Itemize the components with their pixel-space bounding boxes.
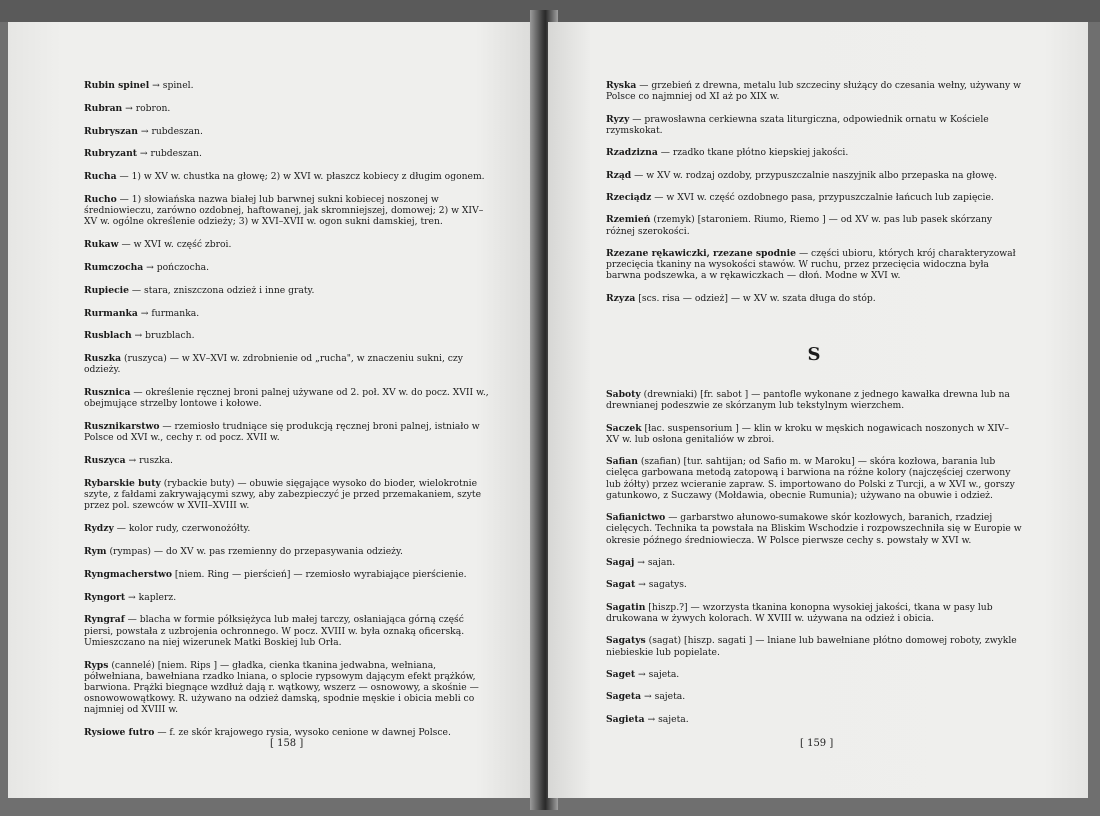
entry-headword: Sageta — [606, 691, 642, 703]
entry-headword: Rybarskie buty — [84, 477, 161, 489]
entry-headword: Sagat — [606, 579, 636, 591]
dictionary-entry — [84, 239, 494, 250]
entry-definition: — 1) w XV w. chustka na głowę; 2) w XVI w. płaszcz kobiecy z długim ogonem. — [116, 171, 485, 183]
dictionary-entry — [606, 170, 1022, 181]
entry-definition: → rubdeszan. — [137, 148, 202, 160]
dictionary-entry — [84, 330, 494, 341]
left-column — [84, 80, 494, 750]
entry-definition: — stara, zniszczona odzież i inne graty. — [129, 284, 315, 296]
dictionary-entry — [606, 114, 1022, 136]
dictionary-entry — [84, 80, 494, 91]
entry-definition: → sajeta. — [635, 668, 680, 680]
right-page — [548, 22, 1088, 798]
entry-definition: (rympas) — do XV w. pas rzemienny do przepasywania odzieży. — [106, 545, 403, 557]
entry-headword: Ruszka — [84, 353, 122, 365]
entry-definition: (rybackie buty) — obuwie sięgające wysoko do bioder, wielokrotnie szyte, z fałdami zakrywającymi szwy, aby zabezpieczyć je przed przemakaniem, szyte przez pol. szewców w XVII–XVIII w. — [84, 477, 482, 512]
entry-definition: (rzemyk) [staroniem. Riumo, Riemo ] — od XV w. pas lub pasek skórzany różnej szerokości. — [606, 214, 993, 237]
entry-definition: — w XVI w. część zbroi. — [118, 239, 232, 251]
dictionary-entry — [606, 602, 1022, 624]
dictionary-entry — [606, 423, 1022, 445]
entry-definition: [hiszp.?] — wzorzysta tkanina konopna wysokiej jakości, tkana w pasy lub drukowana w żywych kolorach. W XVIII w. używana na odzież i obicia. — [606, 601, 993, 624]
dictionary-entry — [84, 262, 494, 273]
page-number-left: [ 158 ] — [270, 738, 304, 749]
entry-headword: Rucha — [84, 171, 117, 183]
dictionary-entry — [606, 147, 1022, 158]
entry-headword: Safian — [606, 456, 638, 468]
entry-definition: (ruszyca) — w XV–XVI w. zdrobnienie od „rucha", w znaczeniu sukni, czy odzieży. — [84, 353, 463, 376]
entries-s-group — [606, 389, 1022, 725]
entry-definition: → robron. — [122, 102, 171, 114]
entry-headword: Sagieta — [606, 713, 645, 725]
entry-headword: Rupiecie — [84, 284, 130, 296]
dictionary-entry — [606, 557, 1022, 568]
entry-headword: Rzezane rękawiczki, rzezane spodnie — [606, 247, 797, 259]
entry-headword: Saboty — [606, 388, 641, 400]
entry-definition: — w XVI w. część ozdobnego pasa, przypuszczalnie łańcuch lub zapięcie. — [651, 191, 994, 203]
entry-definition: (cannelé) [niem. Rips ] — gładka, cienka tkanina jedwabna, wełniana, półwełniana, bawełniana rzadko lniana, o splocie rypsowym dającym efekt prążków, barwiona. Prążki biegnące wzdłuż dają r. wątkowy, wszerz — osnowowy, a skośnie — osnowowowątkowy. R. używano na odzież damską, spodnie męskie i obicia mebli co najmniej od XVIII w. — [84, 659, 479, 716]
entry-headword: Rubran — [84, 102, 123, 114]
dictionary-entry — [84, 103, 494, 114]
dictionary-entry — [84, 285, 494, 296]
page-number-right: [ 159 ] — [800, 738, 834, 749]
dictionary-entry — [606, 456, 1022, 501]
entry-definition: — 1) słowiańska nazwa białej lub barwnej sukni kobiecej noszonej w średniowieczu, zarówno ozdobnej, haftowanej, jak skromniejszej, domowej; 2) w XIV–XV w. ogólne określenie odzieży; 3) w XVI–XVII w. ogon sukni damskiej, tren. — [84, 193, 484, 228]
entry-definition: [łac. suspensorium ] — klin w kroku w męskich nogawicach noszonych w XIV–XV w. lub osłona genitaliów w zbroi. — [606, 422, 1010, 445]
entry-headword: Ryngraf — [84, 614, 125, 626]
entry-headword: Rubryzant — [84, 148, 138, 160]
entry-definition: — rzemiosło trudniące się produkcją ręcznej broni palnej, istniało w Polsce od XVI w., cechy r. od pocz. XVII w. — [84, 421, 480, 444]
dictionary-entry — [606, 635, 1022, 657]
dictionary-entry — [84, 660, 494, 716]
entry-headword: Rzyza — [606, 292, 636, 304]
entry-headword: Rusblach — [84, 330, 132, 342]
dictionary-entry — [606, 714, 1022, 725]
dictionary-entry — [84, 171, 494, 182]
entry-headword: Rukaw — [84, 239, 119, 251]
entry-headword: Rydzy — [84, 523, 114, 535]
entry-headword: Ruszyca — [84, 455, 126, 467]
dictionary-entry — [84, 387, 494, 409]
entry-definition: — f. ze skór krajowego rysia, wysoko cenione w dawnej Polsce. — [154, 727, 451, 739]
dictionary-entry — [84, 569, 494, 580]
entry-headword: Rząd — [606, 169, 632, 181]
entry-headword: Safianictwo — [606, 512, 666, 524]
entry-definition: → furmanka. — [137, 307, 200, 319]
dictionary-entry — [84, 308, 494, 319]
entry-definition: — garbarstwo ałunowo-sumakowe skór kozłowych, baranich, rzadziej cielęcych. Technika ta powstała na Bliskim Wschodzie i rozpowszechniła się w Europie w okresie późnego średniowiecza. W Polsce pierwsze cechy s. powstały w XVI w. — [606, 512, 1022, 546]
dictionary-entry — [84, 126, 494, 137]
entry-definition: → ruszka. — [125, 455, 173, 467]
dictionary-entry — [84, 727, 494, 738]
dictionary-entry — [84, 353, 494, 375]
entry-definition: → sajeta. — [641, 691, 686, 703]
entry-definition: — kolor rudy, czerwonożółty. — [113, 523, 251, 535]
dictionary-entry — [606, 691, 1022, 702]
dictionary-entry — [84, 194, 494, 228]
entry-headword: Rzemień — [606, 214, 651, 226]
dictionary-entry — [84, 421, 494, 443]
entry-definition: — określenie ręcznej broni palnej używane od 2. poł. XV w. do pocz. XVII w., obejmujące strzelby lontowe i kołowe. — [84, 387, 489, 410]
entry-headword: Rubryszan — [84, 125, 138, 137]
dictionary-entry — [84, 478, 494, 512]
left-page — [8, 22, 540, 798]
entry-headword: Sagatys — [606, 635, 646, 647]
dictionary-entry — [606, 214, 1022, 236]
entry-definition: → sajan. — [634, 556, 676, 568]
dictionary-entry — [606, 80, 1022, 102]
entry-headword: Saget — [606, 668, 636, 680]
entry-definition: (sagat) [hiszp. sagati ] — lniane lub bawełniane płótno domowej roboty, zwykle niebieskie lub popielate. — [606, 635, 1017, 658]
dictionary-entry — [84, 592, 494, 603]
dictionary-entry — [606, 669, 1022, 680]
dictionary-entry — [606, 512, 1022, 546]
entry-headword: Sagatin — [606, 601, 646, 613]
entry-definition: — grzebień z drewna, metalu lub szczeciny służący do czesania wełny, używany w Polsce co najmniej od XI aż po XIX w. — [606, 80, 1021, 103]
entry-definition: → pończocha. — [143, 261, 210, 273]
entry-headword: Rzeciądz — [606, 191, 652, 203]
dictionary-entry — [84, 614, 494, 648]
dictionary-entry — [84, 546, 494, 557]
entry-headword: Ryps — [84, 659, 109, 671]
dictionary-entry — [84, 455, 494, 466]
right-column — [606, 80, 1022, 736]
entry-headword: Sagaj — [606, 556, 635, 568]
entry-definition: — rzadko tkane płótno kiepskiej jakości. — [657, 147, 849, 159]
entry-definition: → sagatys. — [635, 579, 687, 591]
dictionary-entry — [84, 148, 494, 159]
entry-definition: (szafian) [tur. sahtijan; od Safio m. w Maroku] — skóra kozłowa, barania lub cielęca garbowana metodą zatopową i barwiona na różne kolory (najczęściej czerwony lub żółty) przez wcieranie zapraw. S. importowano do Polski z Turcji, a w XVI w., gorszy gatunkowo, z Suczawy (Mołdawia, obecnie Rumunia); używano na obuwie i odzież. — [606, 456, 1015, 501]
entry-definition: [scs. risa — odzież] — w XV w. szata długa do stóp. — [635, 292, 876, 304]
entry-headword: Rubin spinel — [84, 80, 150, 91]
entry-definition: — części ubioru, których krój charakteryzował przecięcia tkaniny na wysokości stawów. W ruchu, przez przecięcia widoczna była barwna podszewka, a w rękawiczkach — dłoń. Modne w XVI w. — [606, 247, 1016, 282]
entry-headword: Ryngmacherstwo — [84, 568, 173, 580]
dictionary-entry — [84, 523, 494, 534]
entry-definition: → spinel. — [149, 80, 194, 91]
entry-headword: Ryska — [606, 80, 637, 91]
entry-headword: Rym — [84, 545, 107, 557]
entry-headword: Saczek — [606, 422, 642, 434]
entry-definition: — blacha w formie półksiężyca lub małej tarczy, osłaniająca górną część piersi, powstała z uzbrojenia ochronnego. W pocz. XVIII w. była oznaką oficerską. Umieszczano na niej wizerunek Matki Boskiej lub Orła. — [84, 614, 465, 648]
entry-headword: Rurmanka — [84, 307, 138, 319]
entry-headword: Ryngort — [84, 591, 126, 603]
dictionary-entry — [606, 192, 1022, 203]
entry-headword: Ryzy — [606, 113, 630, 125]
entry-headword: Rusznikarstwo — [84, 421, 160, 433]
entry-definition: → kaplerz. — [125, 591, 177, 603]
entry-definition: [niem. Ring — pierścień] — rzemiosło wyrabiające pierścienie. — [172, 568, 467, 580]
dictionary-entry — [606, 248, 1022, 282]
entry-definition: → bruzblach. — [131, 330, 195, 342]
entry-headword: Rzadzizna — [606, 147, 658, 159]
entry-headword: Rusznica — [84, 387, 131, 399]
section-letter: S — [807, 343, 821, 365]
entry-definition: → sajeta. — [644, 713, 689, 725]
entry-headword: Rumczocha — [84, 261, 144, 273]
entry-definition: — prawosławna cerkiewna szata liturgiczna, odpowiednik ornatu w Kościele rzymskokat. — [606, 113, 989, 136]
entries-r-group — [606, 80, 1022, 304]
entry-definition: (drewniaki) [fr. sabot ] — pantofle wykonane z jednego kawałka drewna lub na drewnianej podeszwie ze skórzanym lub tekstylnym wierzchem. — [606, 388, 1010, 412]
entry-definition: → rubdeszan. — [137, 125, 203, 137]
dictionary-entry — [606, 389, 1022, 411]
entry-definition: — w XV w. rodzaj ozdoby, przypuszczalnie naszyjnik albo przepaska na głowę. — [631, 169, 997, 181]
entry-headword: Rucho — [84, 193, 117, 205]
dictionary-entry — [606, 579, 1022, 590]
entry-headword: Rysiowe futro — [84, 727, 155, 739]
dictionary-entry — [606, 293, 1022, 304]
